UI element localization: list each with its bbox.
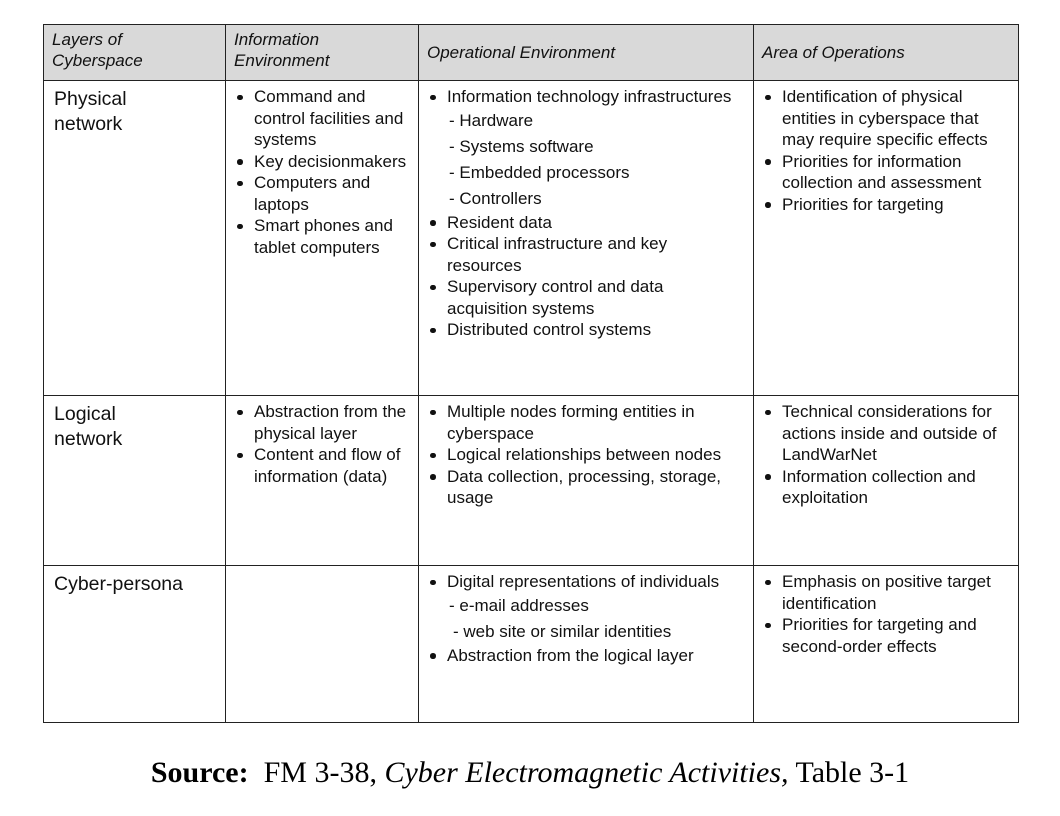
bullet-item: Distributed control systems xyxy=(427,319,745,341)
bullet-item: Priorities for targeting xyxy=(762,194,1010,216)
operational-environment-list xyxy=(419,81,753,343)
bullet-item: Identification of physical entities in cyberspace that may require specific effects xyxy=(762,86,1010,151)
bullet-item: Content and flow of information (data) xyxy=(234,444,410,487)
area-of-operations-list xyxy=(754,81,1018,217)
area-of-operations-cell xyxy=(754,81,1019,396)
source-doc: FM 3-38, xyxy=(263,756,377,789)
bullet-item: Digital representations of individuals xyxy=(427,571,745,593)
operational-environment-list xyxy=(419,396,753,511)
table-row-cyber-persona xyxy=(44,566,1019,723)
bullet-item: Priorities for targeting and second-order effects xyxy=(762,614,1010,657)
operational-environment-list xyxy=(419,566,753,668)
source-caption xyxy=(0,756,1060,790)
area-of-operations-cell xyxy=(754,396,1019,566)
source-label: Source: xyxy=(150,756,249,789)
bullet-item: Critical infrastructure and key resources xyxy=(427,233,745,276)
header-information-environment: Information Environment xyxy=(226,25,419,81)
bullet-item: Technical considerations for actions inside and outside of LandWarNet xyxy=(762,401,1010,466)
bullet-item: Key decisionmakers xyxy=(234,151,410,173)
sub-item: - Hardware xyxy=(449,110,534,130)
sub-item: - web site or similar identities xyxy=(453,621,672,641)
bullet-item: Smart phones and tablet computers xyxy=(234,215,410,258)
information-environment-cell xyxy=(226,566,419,723)
bullet-item: Abstraction from the physical layer xyxy=(234,401,410,444)
information-environment-list xyxy=(226,396,418,489)
sub-item: - Controllers xyxy=(449,188,542,208)
bullet-item: Multiple nodes forming entities in cyberspace xyxy=(427,401,745,444)
bullet-item: Supervisory control and data acquisition systems xyxy=(427,276,745,319)
layer-name: Physical network xyxy=(54,88,127,135)
layer-cell xyxy=(44,396,226,566)
operational-environment-cell xyxy=(419,81,754,396)
sub-item: - Embedded processors xyxy=(449,162,630,182)
table-row-logical-network xyxy=(44,396,1019,566)
area-of-operations-list xyxy=(754,566,1018,659)
area-of-operations-cell xyxy=(754,566,1019,723)
source-title: Cyber Electromagnetic Activities, xyxy=(384,756,789,789)
area-of-operations-list xyxy=(754,396,1018,511)
cyberspace-layers-table xyxy=(43,24,1019,723)
bullet-item: Logical relationships between nodes xyxy=(427,444,745,466)
header-operational-environment: Operational Environment xyxy=(419,25,754,81)
bullet-item: Command and control facilities and systems xyxy=(234,86,410,151)
layer-name: Cyber-persona xyxy=(54,573,183,595)
header-row xyxy=(44,25,1019,81)
operational-environment-cell xyxy=(419,566,754,723)
information-environment-list xyxy=(226,81,418,260)
layer-cell xyxy=(44,81,226,396)
information-environment-cell xyxy=(226,81,419,396)
layer-cell xyxy=(44,566,226,723)
bullet-item: Abstraction from the logical layer xyxy=(427,645,745,667)
information-environment-list xyxy=(226,566,418,573)
header-area-of-operations: Area of Operations xyxy=(754,25,1019,81)
bullet-item: Computers and laptops xyxy=(234,172,410,215)
bullet-item: Priorities for information collection and assessment xyxy=(762,151,1010,194)
table-row-physical-network xyxy=(44,81,1019,396)
bullet-item: Data collection, processing, storage, usage xyxy=(427,466,745,509)
sub-item: - e-mail addresses xyxy=(449,595,589,615)
bullet-item: Information collection and exploitation xyxy=(762,466,1010,509)
header-layers: Layers of Cyberspace xyxy=(44,25,226,81)
sub-item: - Systems software xyxy=(449,136,594,156)
operational-environment-cell xyxy=(419,396,754,566)
bullet-item: Resident data xyxy=(427,212,745,234)
information-environment-cell xyxy=(226,396,419,566)
source-table-ref: Table 3-1 xyxy=(795,756,910,789)
bullet-item: Information technology infrastructures xyxy=(427,86,745,108)
bullet-item: Emphasis on positive target identification xyxy=(762,571,1010,614)
layer-name: Logical network xyxy=(54,403,123,450)
